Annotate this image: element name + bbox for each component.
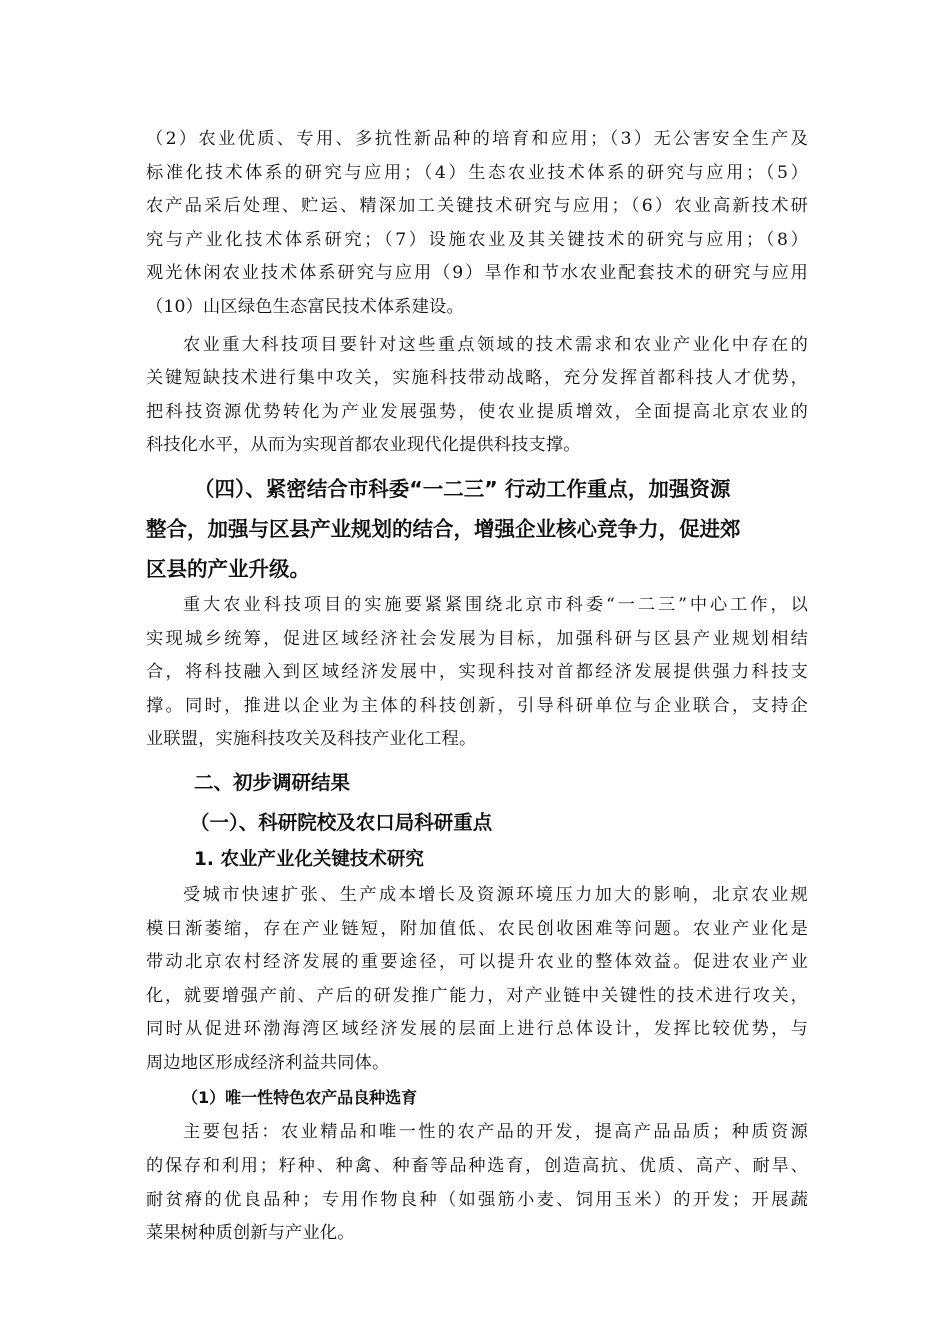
text-line: 究与产业化技术体系研究；（7）设施农业及其关键技术的研究与应用；（8） bbox=[146, 229, 808, 250]
heading-line: 区县的产业升级。 bbox=[146, 556, 310, 581]
heading-subitem-one: （1）唯一性特色农产品良种选育 bbox=[182, 1088, 418, 1108]
heading-section-four bbox=[146, 469, 808, 589]
text-line: 合，将科技融入到区域经济发展中，实现科技对首都经济发展提供强力科技支 bbox=[146, 662, 808, 683]
text-line: 菜果树种质创新与产业化。 bbox=[146, 1223, 355, 1244]
text-line: 农业重大科技项目要针对这些重点领域的技术需求和农业产业化中存在的 bbox=[183, 334, 808, 355]
text-line: 实现城乡统筹，促进区域经济社会发展为目标，加强科研与区县产业规划相结 bbox=[146, 628, 808, 649]
text-line: 关键短缺技术进行集中攻关，实施科技带动战略，充分发挥首都科技人才优势， bbox=[146, 368, 808, 389]
text-line: 模日渐萎缩，存在产业链短，附加值低、农民创收困难等问题。农业产业化是 bbox=[146, 918, 808, 939]
text-line: 把科技资源优势转化为产业发展强势，使农业提质增效，全面提高北京农业的 bbox=[146, 401, 808, 422]
text-line: 周边地区形成经济利益共同体。 bbox=[146, 1052, 390, 1073]
text-line: 耐贫瘠的优良品种；专用作物良种（如强筋小麦、饲用玉米）的开发；开展蔬 bbox=[146, 1189, 808, 1210]
heading-line: （四）、紧密结合市科委“一二三” 行动工作重点，加强资源 bbox=[194, 476, 731, 501]
paragraph-integration bbox=[146, 589, 808, 757]
text-line: 观光休闲农业技术体系研究与应用（9）旱作和节水农业配套技术的研究与应用 bbox=[146, 263, 808, 284]
paragraph-industrialization bbox=[146, 879, 808, 1081]
heading-subsection-one: （一）、科研院校及农口局科研重点 bbox=[190, 810, 493, 834]
paragraph-breeding bbox=[146, 1116, 808, 1250]
text-line: 重大农业科技项目的实施要紧紧围绕北京市科委“一二三”中心工作，以 bbox=[183, 594, 808, 615]
text-line: （10）山区绿色生态富民技术体系建设。 bbox=[146, 296, 464, 317]
text-line: 科技化水平，从而为实现首都农业现代化提供科技支撑。 bbox=[146, 435, 581, 456]
text-line: 主要包括：农业精品和唯一性的农产品的开发，提高产品品质；种质资源 bbox=[183, 1122, 808, 1143]
text-line: 标准化技术体系的研究与应用；（4）生态农业技术体系的研究与应用；（5） bbox=[146, 162, 808, 183]
paragraph-research-areas bbox=[146, 123, 808, 325]
text-line: 的保存和利用；籽种、种禽、种畜等品种选育，创造高抗、优质、高产、耐旱、 bbox=[146, 1156, 808, 1177]
heading-item-one: 1. 农业产业化关键技术研究 bbox=[194, 848, 424, 870]
text-line: 撑。同时，推进以企业为主体的科技创新，引导科研单位与企业联合，支持企 bbox=[146, 695, 808, 716]
text-line: 同时从促进环渤海湾区域经济发展的层面上进行总体设计，发挥比较优势，与 bbox=[146, 1019, 808, 1040]
text-line: （2）农业优质、专用、多抗性新品种的培育和应用；（3）无公害安全生产及 bbox=[146, 129, 808, 149]
heading-section-two: 二、初步调研结果 bbox=[194, 770, 351, 794]
heading-line: 整合，加强与区县产业规划的结合，增强企业核心竞争力，促进郊 bbox=[146, 516, 741, 541]
page-content bbox=[146, 123, 808, 1251]
text-line: 化，就要增强产前、产后的研发推广能力，对产业链中关键性的技术进行攻关， bbox=[146, 985, 808, 1006]
text-line: 受城市快速扩张、生产成本增长及资源环境压力加大的影响，北京农业规 bbox=[183, 884, 808, 905]
text-line: 农产品采后处理、贮运、精深加工关键技术研究与应用；（6）农业高新技术研 bbox=[146, 196, 808, 217]
text-line: 带动北京农村经济发展的重要途径，可以提升农业的整体效益。促进农业产业 bbox=[146, 952, 808, 973]
text-line: 业联盟，实施科技攻关及科技产业化工程。 bbox=[146, 729, 477, 750]
paragraph-key-projects bbox=[146, 329, 808, 463]
